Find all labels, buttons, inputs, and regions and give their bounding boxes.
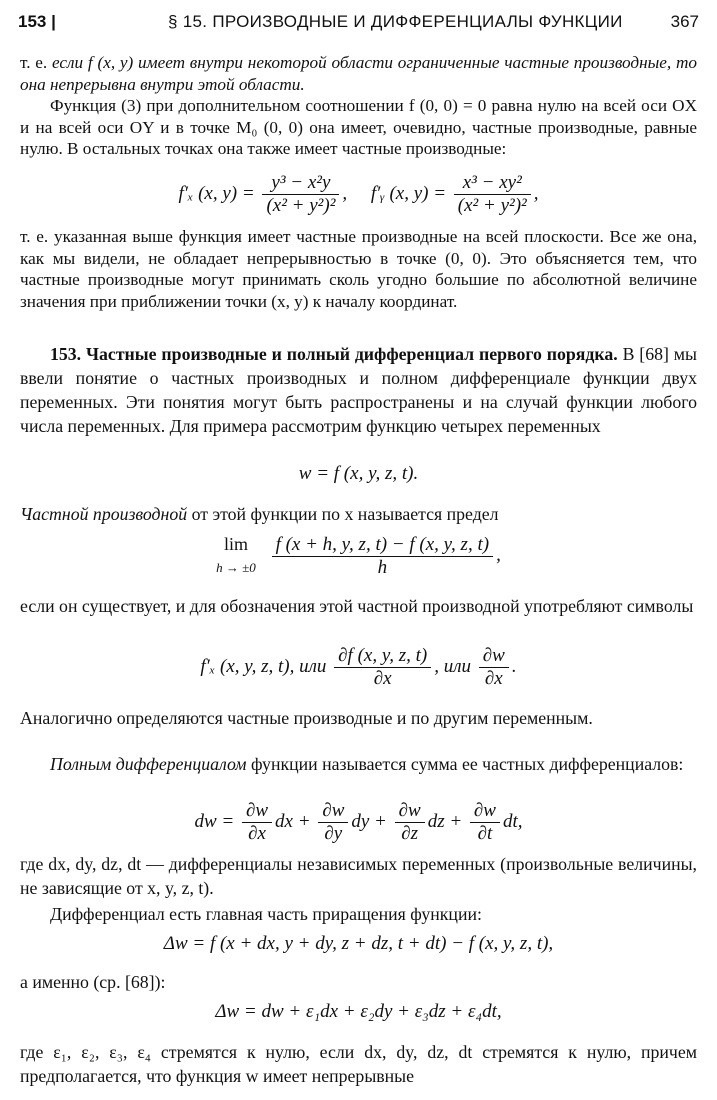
separator: , [342, 182, 348, 204]
denominator: ∂z [401, 823, 419, 844]
formula-w: w = f (x, y, z, t). [298, 463, 419, 484]
formula-dw [0, 800, 717, 845]
denominator: ∂y [324, 823, 343, 844]
denominator: ∂x [484, 668, 503, 689]
paragraph-total-differential [20, 752, 697, 776]
fraction-fy [454, 172, 531, 217]
term-dz: dz + [427, 810, 463, 832]
numerator: f (x + h, y, z, t) − f (x, y, z, t) [272, 534, 494, 557]
formula-end: , [533, 182, 539, 204]
numerator: x³ − xy² [454, 172, 531, 195]
numerator: ∂f (x, y, z, t) [334, 645, 431, 668]
numerator: ∂w [470, 800, 500, 823]
section-heading: 153. Частные производные и полный дифференциал первого порядка. [50, 344, 618, 364]
paragraph-partial-definition [20, 502, 697, 526]
paragraph-conclusion [20, 52, 697, 95]
fraction-fx [262, 172, 339, 217]
paragraph-function-3: Функция (3) при дополнительном соотношении f (0, 0) = 0 равна нулю на всей оси OX и на всей оси OY и в точке M₀ (0, 0) она имеет, очевидно, частные производные, равные нулю. В остальных точках она также имеет частные производные: [20, 96, 697, 158]
numerator: y³ − x²y [262, 172, 339, 195]
formula-symbols [0, 645, 717, 690]
numerator: ∂w [318, 800, 348, 823]
term-dt: dt, [502, 810, 523, 832]
dw-lhs: dw = [194, 810, 235, 832]
formula-delta-w-expansion: Δw = dw + ε₁dx + ε₂dy + ε₃dz + ε₄dt, [215, 1001, 502, 1022]
formula-partial-derivatives [0, 172, 717, 217]
symbol-fx: f′ₓ (x, y, z, t), или [200, 655, 327, 677]
term-total-differential: Полным дифференциалом [50, 754, 247, 774]
paragraph-differentials: где dx, dy, dz, dt — дифференциалы независимых переменных (произвольные величины, не зависящие от x, y, z, t). [20, 854, 697, 898]
term-partial-derivative: Частной производной [20, 504, 188, 524]
denominator: (x² + y²)² [266, 195, 336, 216]
denominator: (x² + y²)² [457, 195, 527, 216]
numerator: ∂w [242, 800, 272, 823]
fraction-partial-f [334, 645, 431, 690]
page-number: 367 [670, 12, 699, 31]
section-body: В [68] мы ввели понятие о частных производных и полном дифференциале функции двух переменных. Эти понятия могут быть распространены и на случай функции любого числа переменных. Для примера рассмотрим функцию четырех переменных [20, 344, 697, 436]
limit-fraction [272, 534, 494, 579]
denominator: ∂x [373, 668, 392, 689]
formula-end: . [511, 655, 517, 677]
fraction-dw-dz [395, 800, 425, 845]
fraction-partial-w [479, 645, 509, 690]
formula-limit [0, 532, 717, 580]
definition-text: от этой функции по x называется предел [187, 504, 499, 524]
denominator: ∂t [477, 823, 493, 844]
numerator: ∂w [479, 645, 509, 668]
denominator: h [377, 556, 388, 578]
lim-label: lim [223, 534, 248, 554]
running-header [18, 12, 699, 40]
or-text: , или [434, 655, 472, 677]
lead-text: т. е. [20, 53, 48, 72]
chapter-title: § 15. ПРОИЗВОДНЫЕ И ДИФФЕРЕНЦИАЛЫ ФУНКЦИИ [168, 12, 623, 31]
paragraph-namely: а именно (ср. [68]): [20, 972, 166, 992]
limit-operator [216, 532, 256, 580]
paragraph-symbols: если он существует, и для обозначения этой частной производной употребляют символы [20, 596, 694, 616]
paragraph-epsilon: где ε₁, ε₂, ε₃, ε₄ стремятся к нулю, если dx, dy, dz, dt стремятся к нулю, причем предполагается, что функция w имеет непрерывные [20, 1042, 697, 1086]
italic-statement: если f (x, y) имеет внутри некоторой области ограниченные частные производные, то она непрерывна внутри этой области. [20, 53, 697, 94]
numerator: ∂w [395, 800, 425, 823]
fraction-dw-dy [318, 800, 348, 845]
definition-text: функции называется сумма ее частных дифференциалов: [246, 754, 684, 774]
section-153 [20, 342, 697, 438]
fraction-dw-dt [470, 800, 500, 845]
formula-delta-w: Δw = f (x + dx, y + dy, z + dz, t + dt) − f (x, y, z, t), [163, 933, 554, 954]
formula-lhs-fx: f′ₓ (x, y) = [178, 182, 255, 204]
term-dy: dy + [351, 810, 387, 832]
lim-subscript: h → ±0 [216, 560, 256, 575]
term-dx: dx + [275, 810, 311, 832]
fraction-dw-dx [242, 800, 272, 845]
paragraph-increment: Дифференциал есть главная часть приращения функции: [50, 904, 482, 924]
denominator: ∂x [248, 823, 266, 844]
paragraph-analogous: Аналогично определяются частные производные и по другим переменным. [20, 708, 593, 728]
formula-lhs-fy: f′ᵧ (x, y) = [370, 182, 447, 204]
paragraph-discontinuity: т. е. указанная выше функция имеет частные производные на всей плоскости. Все же она, как мы видели, не обладает непрерывностью в точке (0, 0). Это объясняется тем, что частные производные могут принимать сколь угодно большие по абсолютной величине значения при приближении точки (x, y) к началу координат. [20, 227, 697, 311]
section-number: 153 | [18, 12, 56, 31]
formula-end: , [496, 544, 501, 566]
